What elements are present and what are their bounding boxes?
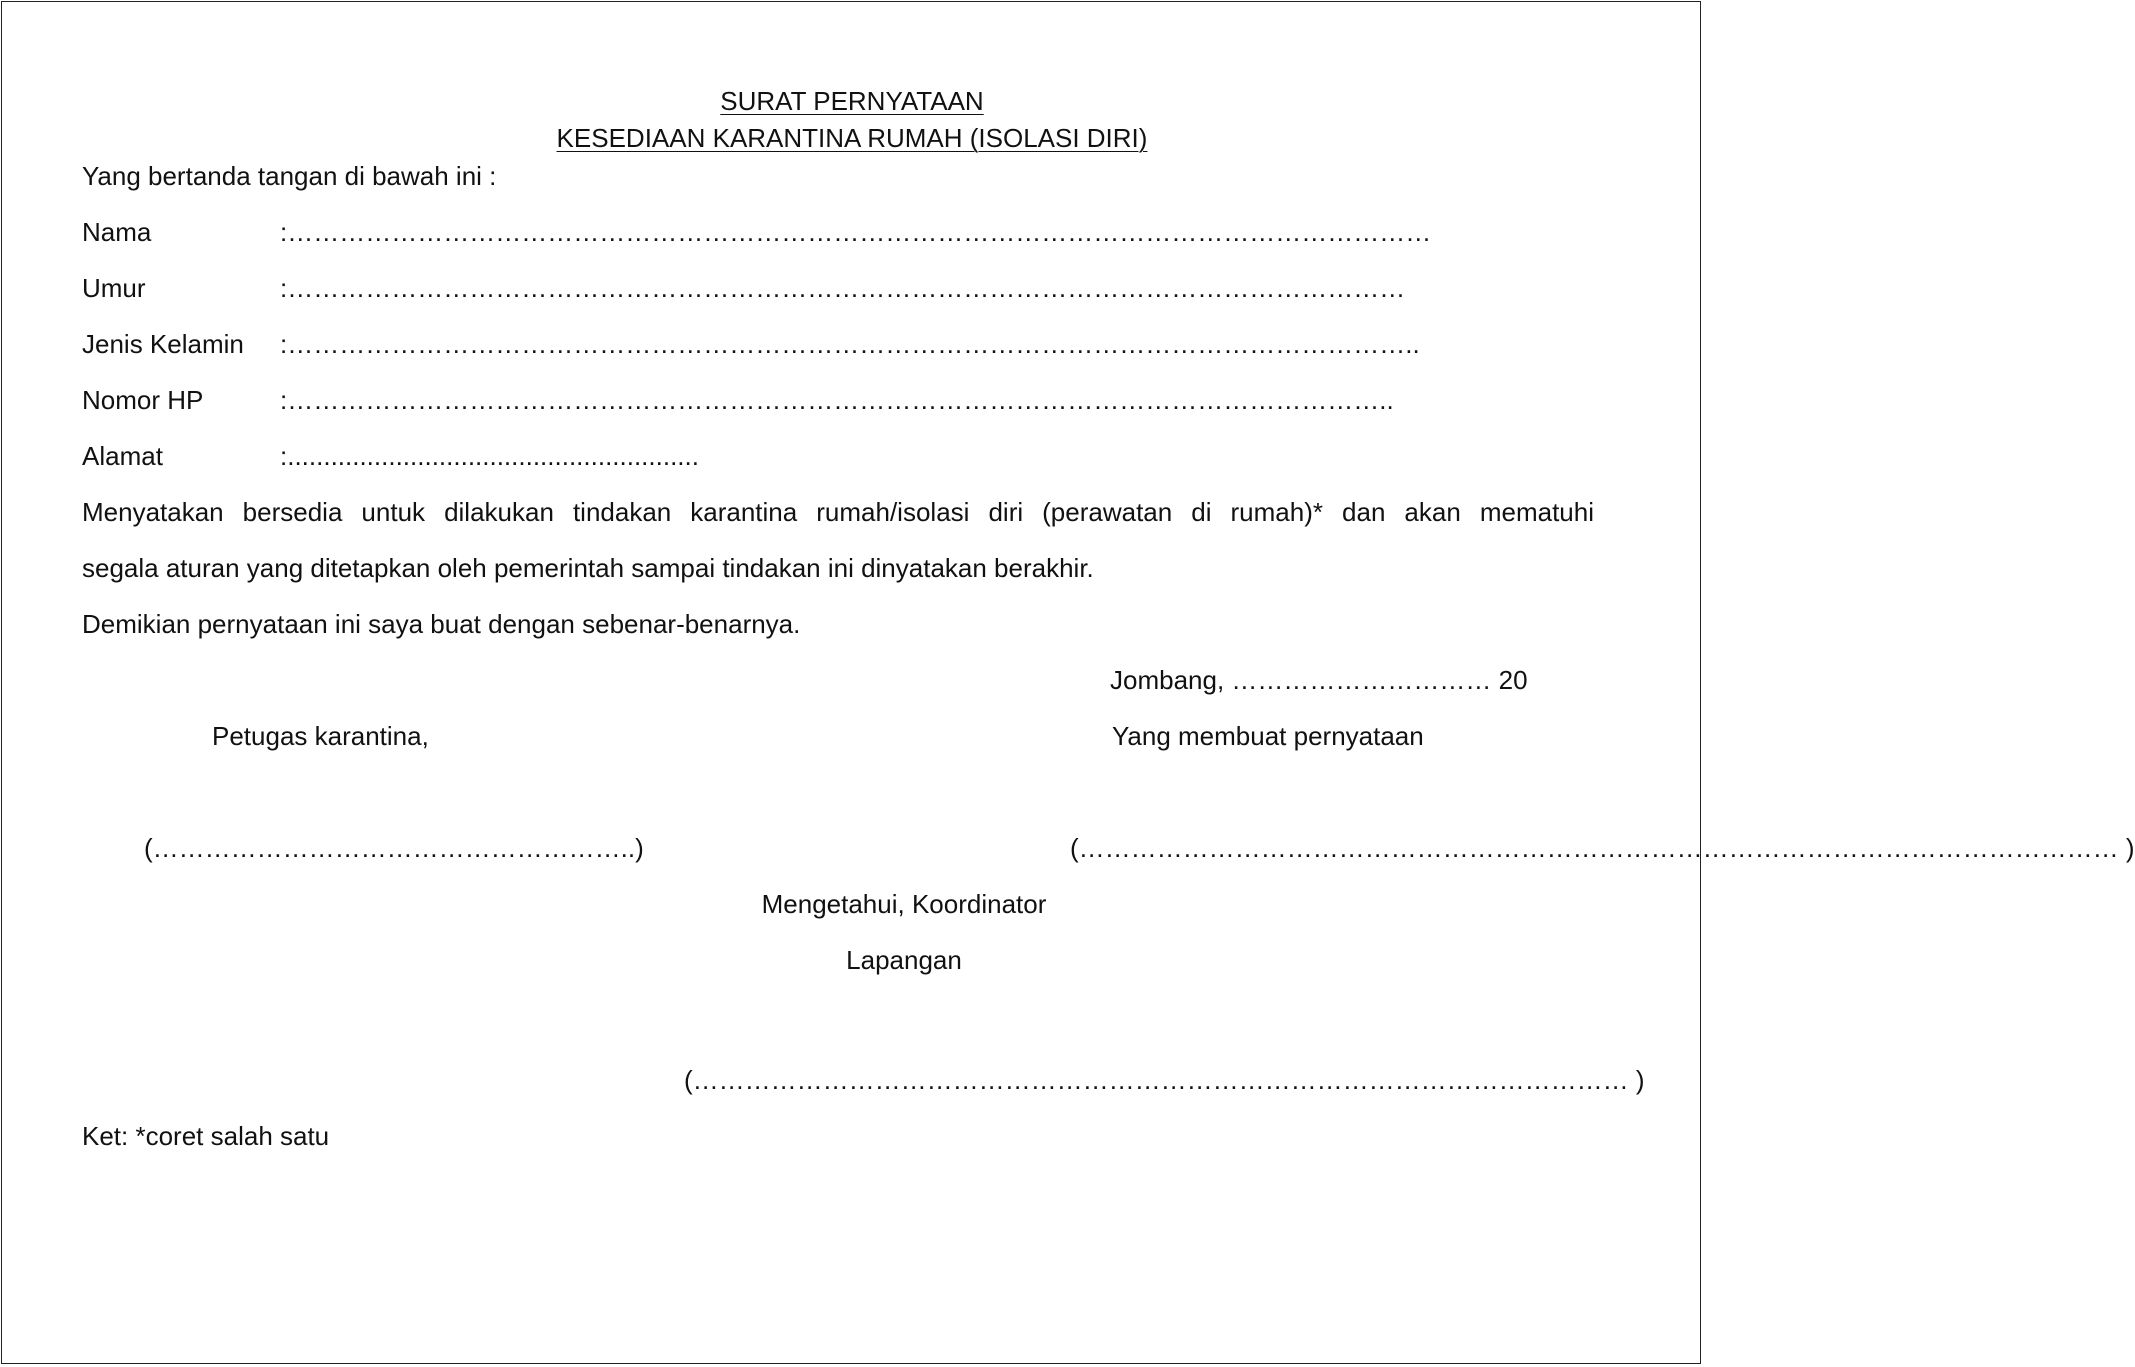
- field-label-alamat: Alamat: [82, 441, 163, 471]
- field-label-nama: Nama: [82, 217, 152, 247]
- coordinator-label-line1: Mengetahui, Koordinator: [761, 889, 1047, 919]
- document-title-line2: KESEDIAAN KARANTINA RUMAH (ISOLASI DIRI): [556, 123, 1148, 153]
- field-label-umur: Umur: [82, 273, 146, 303]
- field-label-jenis-kelamin: Jenis Kelamin: [82, 329, 244, 359]
- field-blank-jenis-kelamin: :…………………………………………………………………………………………………………………..: [280, 329, 1420, 359]
- officer-label: Petugas karantina,: [212, 721, 429, 751]
- statement-line-2: segala aturan yang ditetapkan oleh pemerintah sampai tindakan ini dinyatakan berakhir.: [82, 553, 1094, 583]
- coordinator-label-line2: Lapangan: [846, 945, 962, 975]
- maker-signature-blank: (………………………………………………………………………………………………………… ): [1070, 833, 2135, 863]
- place-date: Jombang, ………………………… 20: [1110, 665, 1528, 695]
- field-blank-nomor-hp: :………………………………………………………………………………………………………………..: [280, 385, 1394, 415]
- officer-signature-blank: (………………………………………………..): [144, 833, 644, 863]
- field-blank-alamat: :.........................................................: [280, 441, 699, 471]
- footnote: Ket: *coret salah satu: [82, 1121, 330, 1151]
- statement-line-1: Menyatakan bersedia untuk dilakukan tindakan karantina rumah/isolasi diri (perawatan di rumah)* dan akan mematuhi: [82, 497, 1594, 527]
- coordinator-signature-blank: (……………………………………………………………………………………………… ): [684, 1065, 1645, 1095]
- field-blank-nama: :……………………………………………………………………………………………………………………: [280, 217, 1432, 247]
- intro-text: Yang bertanda tangan di bawah ini :: [82, 161, 497, 191]
- document-title-line1: SURAT PERNYATAAN: [720, 86, 984, 116]
- maker-label: Yang membuat pernyataan: [1112, 721, 1424, 751]
- closing-text: Demikian pernyataan ini saya buat dengan sebenar-benarnya.: [82, 609, 801, 639]
- field-blank-umur: :…………………………………………………………………………………………………………………: [280, 273, 1406, 303]
- field-label-nomor-hp: Nomor HP: [82, 385, 204, 415]
- document-page: [1, 1, 2135, 1364]
